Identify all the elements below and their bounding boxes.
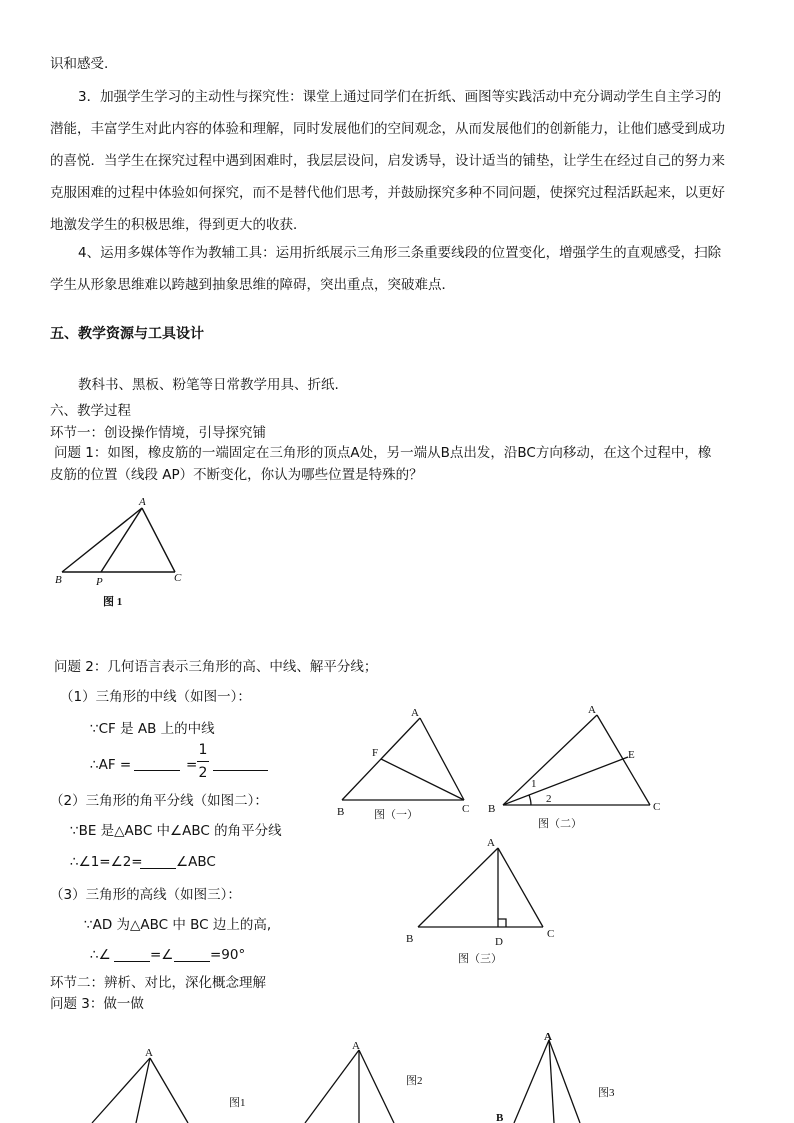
vertex-label-a: A bbox=[544, 1031, 552, 1043]
stage-heading: 环节二：辨析、对比，深化概念理解 bbox=[50, 975, 266, 991]
paragraph-line: 4、运用多媒体等作为教辅工具：运用折纸展示三角形三条重要线段的位置变化，增强学生的直观感受，扫除 bbox=[78, 245, 722, 261]
question-line: 皮筋的位置（线段 AP）不断变化，你认为哪些位置是特殊的？ bbox=[50, 467, 423, 483]
subsection-line: （1）三角形的中线（如图一）： bbox=[60, 689, 251, 705]
statement-line: ∵BE 是△ABC 中∠ABC 的角平分线 bbox=[70, 823, 282, 839]
point-label-p: P bbox=[96, 576, 103, 588]
vertex-label-b: B bbox=[337, 806, 345, 818]
point-label-f: F bbox=[372, 747, 379, 759]
statement-line: ∵CF 是 AB 上的中线 bbox=[90, 721, 215, 737]
stage-heading: 环节一：创设操作情境，引导探究铺 bbox=[50, 425, 266, 441]
statement-prefix: ∴∠1=∠2= bbox=[70, 854, 143, 870]
foot-label-d: D bbox=[495, 936, 503, 948]
figure-caption: 图（二） bbox=[538, 818, 582, 830]
statement-line: ∵AD 为△ABC 中 BC 边上的高, bbox=[84, 917, 272, 933]
paragraph-line: 潜能，丰富学生对此内容的体验和理解，同时发展他们的空间观念，从而发展他们的创新能力，让他们感受到成功 bbox=[50, 121, 725, 137]
subsection-line: （2）三角形的角平分线（如图二）： bbox=[50, 793, 268, 809]
vertex-label-c: C bbox=[547, 928, 555, 940]
angle-label-2: 2 bbox=[546, 793, 552, 805]
vertex-label-c: C bbox=[462, 803, 470, 815]
section-heading: 六、教学过程 bbox=[50, 403, 131, 419]
vertex-label-c: C bbox=[653, 801, 661, 813]
figure-caption: 图（三） bbox=[458, 953, 502, 965]
vertex-label-b: B bbox=[496, 1112, 504, 1123]
question-line: 问题 2：几何语言表示三角形的高、中线、解平分线； bbox=[54, 659, 378, 675]
statement-suffix: ∠ABC bbox=[176, 854, 216, 870]
statement-prefix: ∴∠ bbox=[90, 947, 111, 963]
equals-sign: = bbox=[186, 757, 198, 773]
figure-caption: 图1 bbox=[229, 1097, 246, 1109]
vertex-label-a: A bbox=[145, 1047, 153, 1059]
vertex-label-a: A bbox=[487, 837, 495, 849]
subsection-line: （3）三角形的高线（如图三）： bbox=[50, 887, 241, 903]
question-line: 问题 3：做一做 bbox=[50, 996, 144, 1012]
statement-prefix: ∴AF = bbox=[90, 757, 132, 773]
paragraph-line: 的喜悦．当学生在探究过程中遇到困难时，我层层设问，启发诱导，设计适当的铺垫，让学生在经过自己的努力来 bbox=[50, 153, 725, 169]
paragraph-line: 克服困难的过程中体验如何探究，而不是替代他们思考，并鼓励探究多种不同问题，使探究过程活跃起来，以更好 bbox=[50, 185, 725, 201]
section-heading: 五、教学资源与工具设计 bbox=[50, 326, 204, 342]
paragraph-line: 学生从形象思维难以跨越到抽象思维的障碍，突出重点，突破难点． bbox=[50, 277, 455, 293]
vertex-label-c: C bbox=[174, 572, 182, 584]
question-line: 问题 1：如图，橡皮筋的一端固定在三角形的顶点A处，另一端从B点出发，沿BC方向移动，在这个过程中，橡 bbox=[54, 445, 712, 461]
figure-caption: 图3 bbox=[598, 1087, 615, 1099]
vertex-label-a: A bbox=[139, 496, 146, 508]
resources-line: 教科书、黑板、粉笔等日常教学用具、折纸. bbox=[78, 377, 339, 393]
vertex-label-a: A bbox=[411, 707, 419, 719]
figure-caption: 图 1 bbox=[103, 596, 123, 608]
paragraph-line: 地激发学生的积极思维，得到更大的收获． bbox=[50, 217, 307, 233]
vertex-label-a: A bbox=[588, 704, 596, 716]
vertex-label-a: A bbox=[352, 1040, 360, 1052]
statement-suffix: =90° bbox=[210, 947, 246, 963]
vertex-label-b: B bbox=[488, 803, 496, 815]
angle-label-1: 1 bbox=[531, 778, 537, 790]
figure-caption: 图（一） bbox=[374, 809, 418, 821]
point-label-e: E bbox=[628, 749, 635, 761]
paragraph-line: 识和感受. bbox=[50, 56, 109, 72]
paragraph-line: 3．加强学生学习的主动性与探究性：课堂上通过同学们在折纸、画图等实践活动中充分调动学生自主学习的 bbox=[78, 89, 722, 105]
fraction-numerator: 1 bbox=[198, 742, 208, 758]
statement-mid: =∠ bbox=[150, 947, 174, 963]
figure-caption: 图2 bbox=[406, 1075, 423, 1087]
vertex-label-b: B bbox=[406, 933, 414, 945]
fraction-denominator: 2 bbox=[198, 765, 208, 781]
vertex-label-b: B bbox=[55, 574, 62, 586]
